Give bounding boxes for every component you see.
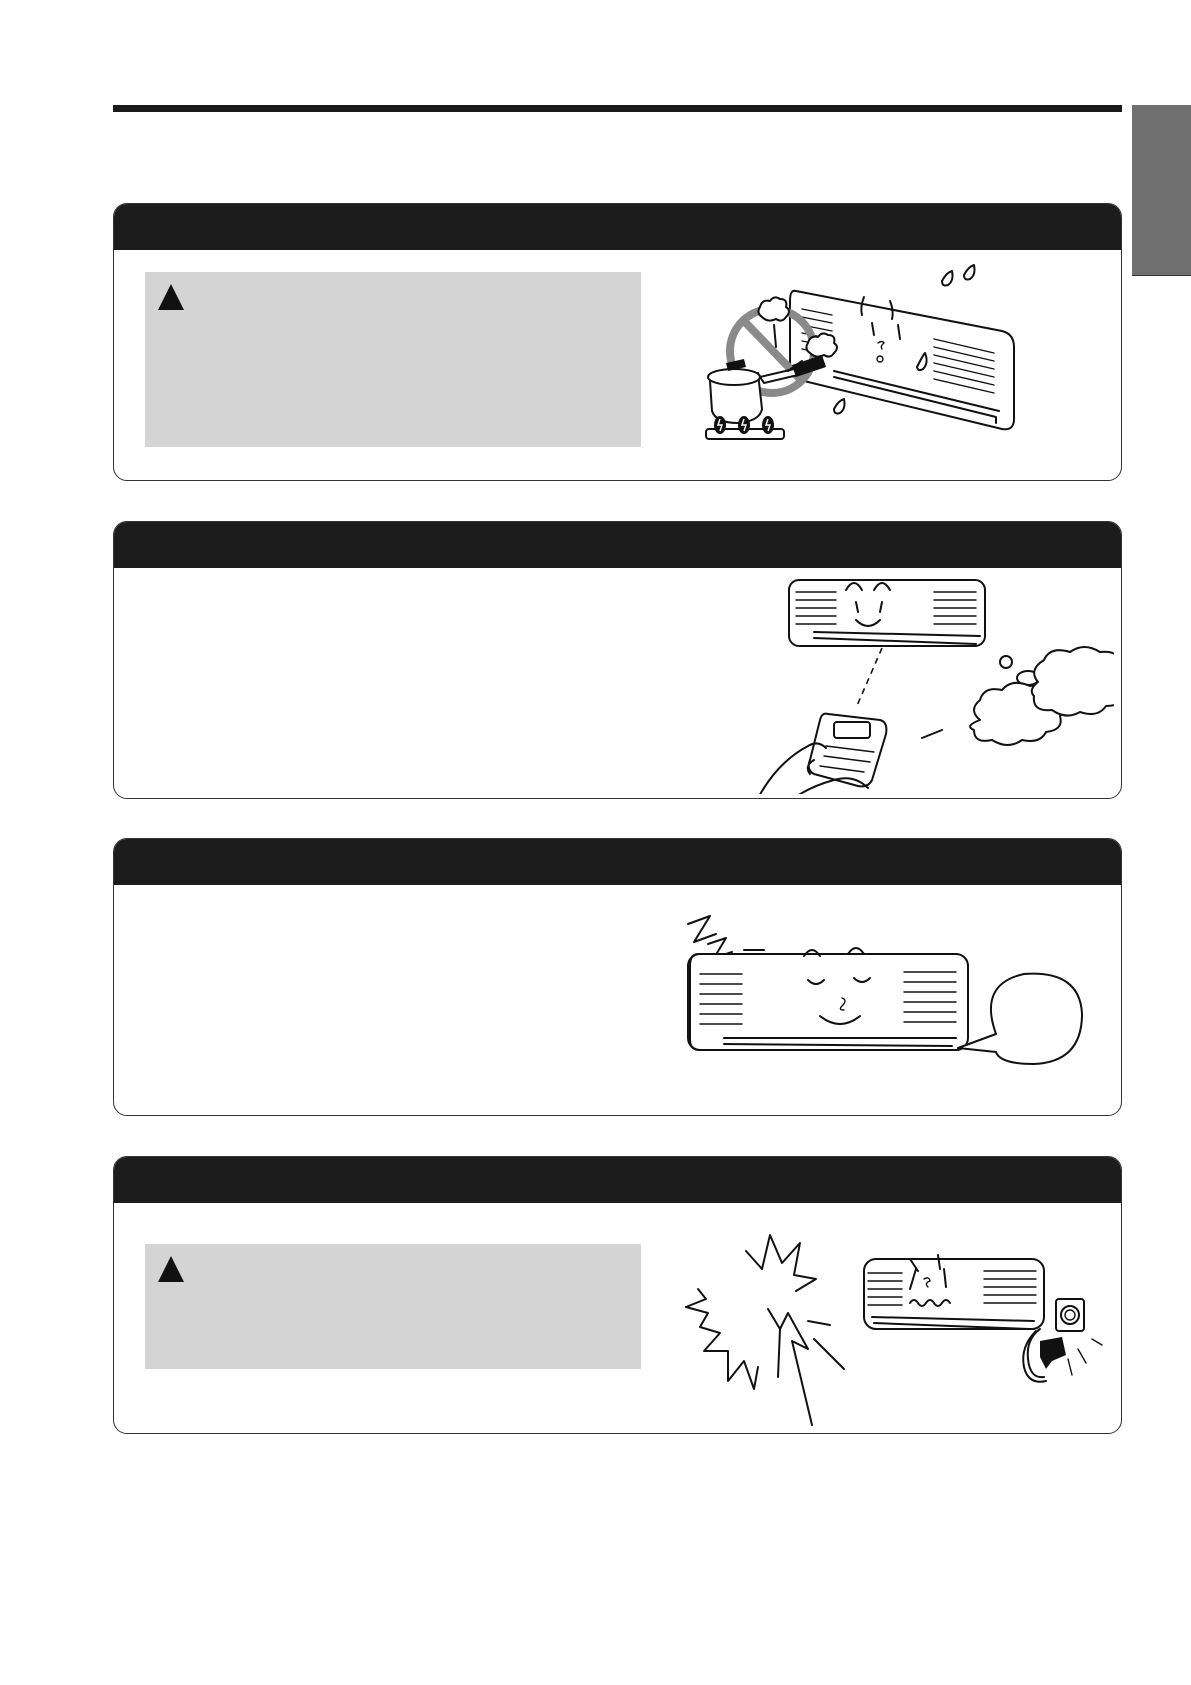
section-2-header xyxy=(114,522,1121,568)
section-4-header xyxy=(114,1157,1121,1203)
section-1-header xyxy=(114,204,1121,250)
side-tab xyxy=(1132,105,1191,276)
no-steam-illustration xyxy=(684,259,1104,459)
top-rule xyxy=(113,105,1122,112)
section-3-header xyxy=(114,839,1121,885)
section-1-warning-box xyxy=(145,272,641,447)
section-4-warning-box xyxy=(145,1244,641,1369)
section-3 xyxy=(113,838,1122,1116)
section-1 xyxy=(113,203,1122,481)
section-4 xyxy=(113,1156,1122,1434)
remote-control-illustration xyxy=(744,574,1114,794)
section-2 xyxy=(113,521,1122,799)
lightning-unplug-illustration xyxy=(684,1229,1104,1429)
warning-triangle-icon xyxy=(157,1255,185,1283)
warning-triangle-icon xyxy=(157,283,185,311)
sleeping-unit-illustration xyxy=(684,914,1104,1104)
